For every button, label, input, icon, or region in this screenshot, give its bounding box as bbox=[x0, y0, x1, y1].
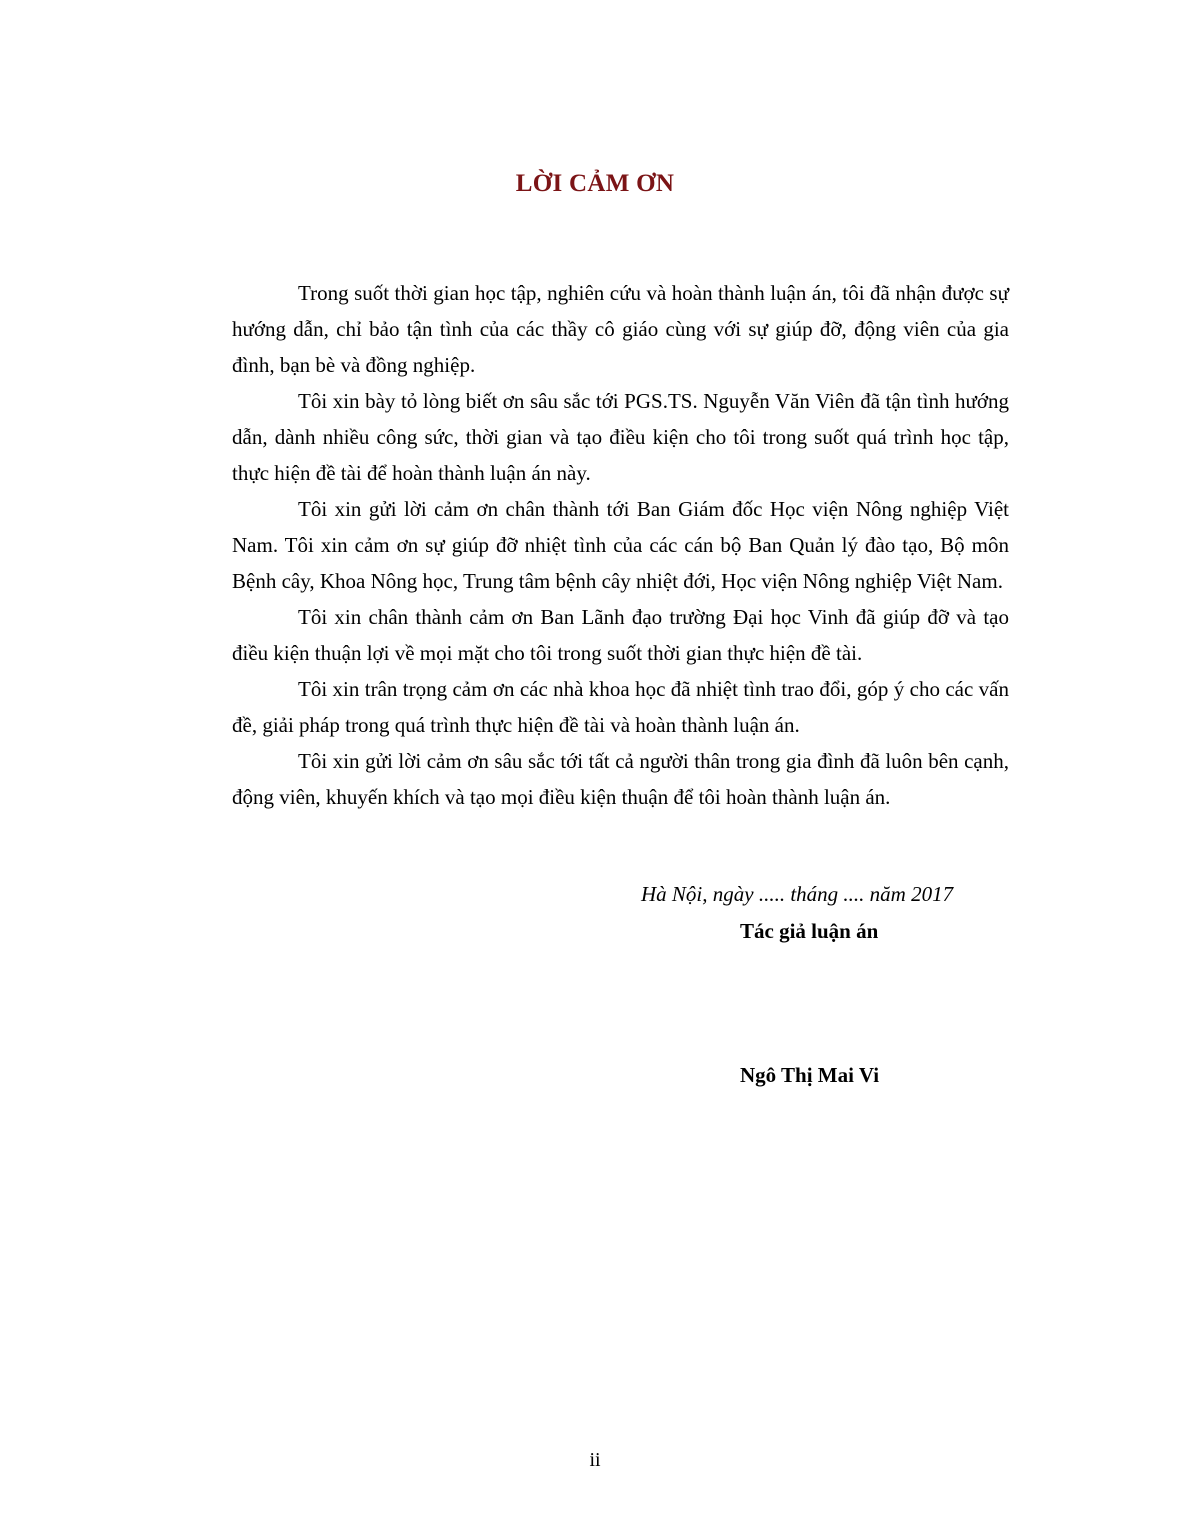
paragraph-2: Tôi xin bày tỏ lòng biết ơn sâu sắc tới PGS.TS. Nguyễn Văn Viên đã tận tình hướng dẫn, dành nhiều công sức, thời gian và tạo điều kiện cho tôi trong suốt quá trình học tập, thực hiện đề tài để hoàn thành luận án này. bbox=[232, 389, 1009, 485]
paragraph-3: Tôi xin gửi lời cảm ơn chân thành tới Ban Giám đốc Học viện Nông nghiệp Việt Nam. Tôi xin cảm ơn sự giúp đỡ nhiệt tình của các cán bộ Ban Quản lý đào tạo, Bộ môn Bệnh cây, Khoa Nông học, Trung tâm bệnh cây nhiệt đới, Học viện Nông nghiệp Việt Nam. bbox=[232, 497, 1009, 593]
signature-date: Hà Nội, ngày ..... tháng .... năm 2017 bbox=[641, 882, 954, 906]
paragraph-1: Trong suốt thời gian học tập, nghiên cứu và hoàn thành luận án, tôi đã nhận được sự hướng dẫn, chỉ bảo tận tình của các thầy cô giáo cùng với sự giúp đỡ, động viên của gia đình, bạn bè và đồng nghiệp. bbox=[232, 281, 1009, 377]
paragraph-6: Tôi xin gửi lời cảm ơn sâu sắc tới tất cả người thân trong gia đình đã luôn bên cạnh, động viên, khuyến khích và tạo mọi điều kiện thuận để tôi hoàn thành luận án. bbox=[232, 749, 1009, 809]
page-title: LỜI CẢM ƠN bbox=[515, 170, 675, 197]
signature-role: Tác giả luận án bbox=[740, 919, 879, 943]
paragraph-4: Tôi xin chân thành cảm ơn Ban Lãnh đạo trường Đại học Vinh đã giúp đỡ và tạo điều kiện thuận lợi về mọi mặt cho tôi trong suốt thời gian thực hiện đề tài. bbox=[232, 605, 1009, 665]
acknowledgement-body bbox=[232, 275, 1009, 815]
signature-name: Ngô Thị Mai Vi bbox=[740, 1063, 880, 1087]
paragraph-5: Tôi xin trân trọng cảm ơn các nhà khoa học đã nhiệt tình trao đổi, góp ý cho các vấn đề, giải pháp trong quá trình thực hiện đề tài và hoàn thành luận án. bbox=[232, 677, 1009, 737]
page-number: ii bbox=[589, 1449, 601, 1471]
